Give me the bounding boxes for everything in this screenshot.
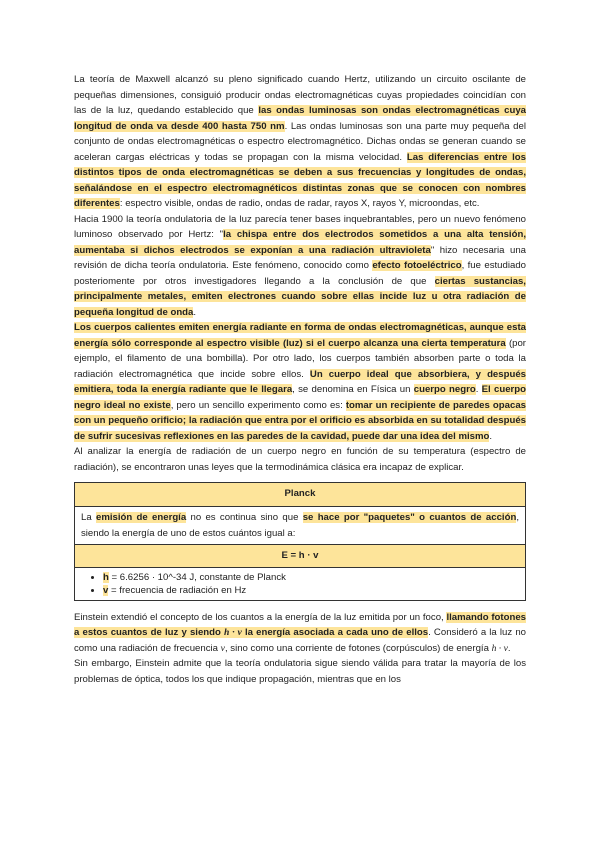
text-run: , se denomina en Física un [292,384,414,395]
highlight: Los cuerpos calientes emiten energía radiante en forma de ondas electromagnéticas, aunque esta energía sólo corresponde al espectro visible (luz) si el cuerpo alcanza una cierta temperatura [74,322,526,349]
text-run: no es continua sino que [186,512,303,523]
text-run: . [193,306,197,318]
paragraph-sin-embargo [74,656,526,687]
text-run: , fue estudiado posteriomente por otros investigadores llegando a la conclusión de que [74,260,526,287]
paragraph-einstein [74,610,526,657]
highlight: emisión de energía [95,512,187,523]
highlight: Las diferencias entre los distintos tipos de onda electromagnéticas se deben a sus frecuencias y longitudes de ondas, señalándose en el espectro electromagnéticos distintas zonas que se conocen con nombres diferentes [74,151,526,209]
highlight: efecto fotoeléctrico [372,260,462,271]
paragraph-cuerpo-negro [74,320,526,444]
text-run: Einstein extendió el concepto de los cuantos a la energía de la luz emitida por un foco, [74,611,447,623]
text-run: . [475,384,482,395]
text-run: " hizo necesaria una revisión de dicha teoría ondulatoria. Este fenómeno, conocido como [74,244,526,271]
highlight: la chispa entre dos electrodos sometidos a una alta tensión, aumentaba si dichos electrodos se exponían a una radiación ultravioleta [74,229,526,256]
highlight: cuerpo negro [413,384,476,395]
paragraph-maxwell [74,72,526,212]
text-run: . Las ondas luminosas son una parte muy pequeña del conjunto de ondas electromagnéticas o espectro electromagnético. Dichas ondas se generan cuando se aceleran cargas eléctricas y todas se propagan con la misma velocidad. [74,120,526,163]
highlight: las ondas luminosas son ondas electromagnéticas cuya longitud de onda va desde 400 hasta 750 nm [74,105,526,132]
symbol-nu: ν [220,642,225,654]
planck-title: Planck [75,483,526,507]
text-run: . Consideró a la luz no como una radiación de frecuencia [74,627,527,654]
symbol-h-nu: h · ν [491,642,508,654]
text-run: , sino como una corriente de fotones (corpúsculos) de energía [224,642,492,654]
paragraph-espectro [74,444,526,475]
definition-text: = 6.6256 · 10^-34 J, constante de Planck [108,571,286,583]
planck-definitions [75,567,526,600]
text-run: La teoría de Maxwell alcanzó su pleno significado cuando Hertz, utilizando un circuito oscilante de pequeñas dimensiones, consiguió producir ondas electromagnéticas cuyas propiedades coincidían con las de la luz, quedando establecido que [74,74,526,116]
definition-item [103,584,519,597]
text-run: , pero un sencillo experimento como es: [170,399,346,411]
highlight: tomar un recipiente de paredes opacas con un pequeño orificio; la radiación que entra por el orificio es absorbida en su totalidad después de sufrir sucesivas reflexiones en las paredes de la cavidad, puede dar una idea del mismo [74,399,526,442]
text-run: : espectro visible, ondas de radio, ondas de radar, rayos X, rayos Y, microondas, etc. [119,198,480,209]
highlight: ciertas sustancias, principalmente metales, emiten electrones cuando sobre ellas incide luz u otra radiación de pequeña longitud de onda [74,275,526,318]
highlight-symbol: h · ν [224,627,242,638]
text-run: Sin embargo, Einstein admite que la teoría ondulatoria sigue siendo válida para tratar la mayoría de los problemas de óptica, todos los que indique propagación, mientras que en los [74,658,526,685]
text-run: . [489,430,493,442]
text-run: Al analizar la energía de radiación de un cuerpo negro en función de su temperatura (espectro de radiación), se encontraron unas leyes que la termodinámica clásica era incapaz de explicar. [74,446,526,473]
symbol: v [103,584,109,596]
highlight: se hace por "paquetes" o cuantos de acción [302,512,517,523]
symbol: h [103,571,109,583]
paragraph-hertz [74,212,526,321]
highlight: la energía asociada a cada uno de ellos [241,627,429,638]
planck-description [75,507,526,545]
highlight: Un cuerpo ideal que absorbiera, y después emitiera, toda la energía radiante que le llegara [74,368,526,395]
document-page [74,72,526,687]
definition-text: = frecuencia de radiación en Hz [108,584,247,596]
text-run: . [507,642,511,654]
text-run: (por ejemplo, el filamento de una bombilla). Por otro lado, los cuerpos también absorben parte o toda la radiación electromagnética que incide sobre ellos. [74,337,526,380]
highlight: llamando fotones a estos cuantos de luz y siendo [74,611,526,638]
planck-formula: E = h · v [75,545,526,568]
definition-item [103,571,519,584]
definition-list [81,571,519,597]
highlight: El cuerpo negro ideal no existe [74,384,526,411]
planck-table [74,482,526,601]
text-run: La [81,512,96,523]
text-run: Hacia 1900 la teoría ondulatoria de la luz parecía tener bases inquebrantables, pero un nuevo fenómeno luminoso observado por Hertz: " [74,213,526,240]
text-run: , siendo la energía de uno de estos cuántos igual a: [81,512,519,539]
